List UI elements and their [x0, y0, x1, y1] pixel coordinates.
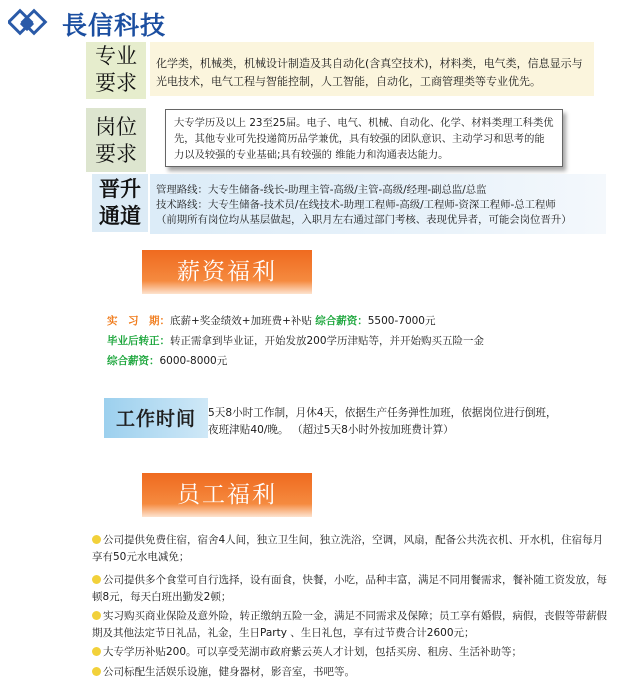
worktime-title: 工作时间: [116, 408, 197, 430]
major-requirements-text: 化学类，机械类，机械设计制造及其自动化(含真空技术)，材料类，电气类，信息显示与光电技术，电气工程与智能控制，人工智能，自动化，工商管理类等专业优先。: [156, 57, 583, 88]
diamond-logo-icon: [8, 8, 50, 40]
bullet-dot-icon: [92, 647, 101, 656]
benefit-item: 大专学历补贴200。可以享受芜湖市政府紫云英人才计划，包括买房、租房、生活补助等；: [92, 644, 612, 661]
major-requirements-label: 专业 要求: [86, 42, 146, 99]
position-requirements-panel: [165, 109, 563, 167]
promotion-path-text: [156, 183, 606, 228]
position-requirements-text: 大专学历及以上 23至25届。电子、电气、机械、自动化、化学、材料类理工科类优先，其他专业可先投递简历品学兼优，具有较强的团队意识、主动学习和思考的能力以及较强的专业基础;具有较强的 维能力和沟通表达能力。: [174, 117, 554, 161]
technical-route: 技术路线：大专生储备-技术员/在线技术-助理工程师-高级/工程师-资深工程师-总工程师: [156, 199, 556, 211]
benefit-item: 公司标配生活娱乐设施，健身器材，影音室，书吧等。: [92, 664, 612, 681]
promotion-note: （前期所有岗位均从基层做起，入职月左右通过部门考核、表现优异者，可能会岗位晋升）: [156, 214, 572, 226]
benefit-item: 公司提供免费住宿，宿舍4人间，独立卫生间，独立洗浴，空调，风扇，配备公共洗衣机、开水机，住宿每月享有50元水电减免；: [92, 534, 604, 563]
bullet-dot-icon: [92, 575, 101, 584]
promotion-path-label: 晋升 通道: [92, 174, 148, 232]
position-requirements-label: 岗位 要求: [86, 108, 146, 172]
benefit-item: 公司提供多个食堂可自行选择，设有面食，快餐，小吃，品种丰富，满足不同用餐需求，餐补随工资发放，每顿8元，每天白班出勤发2顿；: [92, 574, 607, 603]
salary-section-banner: 薪资福利: [142, 250, 312, 294]
management-route: 管理路线：大专生储备-线长-助理主管-高级/主管-高级/经理-副总监/总监: [156, 184, 487, 196]
trial-salary-row: 实 习 期：底薪+奖金绩效+加班费+补贴 综合薪资：5500-7000元: [107, 315, 436, 327]
benefit-item: 实习购买商业保险及意外险，转正缴纳五险一金，满足不同需求及保障；员工享有婚假，病假，丧假等带薪假期及其他法定节日礼品，礼金，生日Party 、生日礼包，享有过节费合计2600元；: [92, 610, 607, 639]
graduate-salary-row: 毕业后转正：转正需拿到毕业证，开始发放200学历津贴等，并开始购买五险一金: [107, 335, 485, 347]
bullet-dot-icon: [92, 611, 101, 620]
graduate-comp-row: 综合薪资：6000-8000元: [107, 355, 228, 367]
bullet-dot-icon: [92, 535, 101, 544]
brand-name: 長信科技: [62, 11, 167, 40]
worktime-text: 5天8小时工作制，月休4天，依据生产任务弹性加班，依据岗位进行倒班， 夜班津贴40/晚。 （超过5天8小时外按加班费计算）: [208, 407, 557, 436]
bullet-dot-icon: [92, 667, 101, 676]
benefits-section-banner: 员工福利: [142, 473, 312, 517]
